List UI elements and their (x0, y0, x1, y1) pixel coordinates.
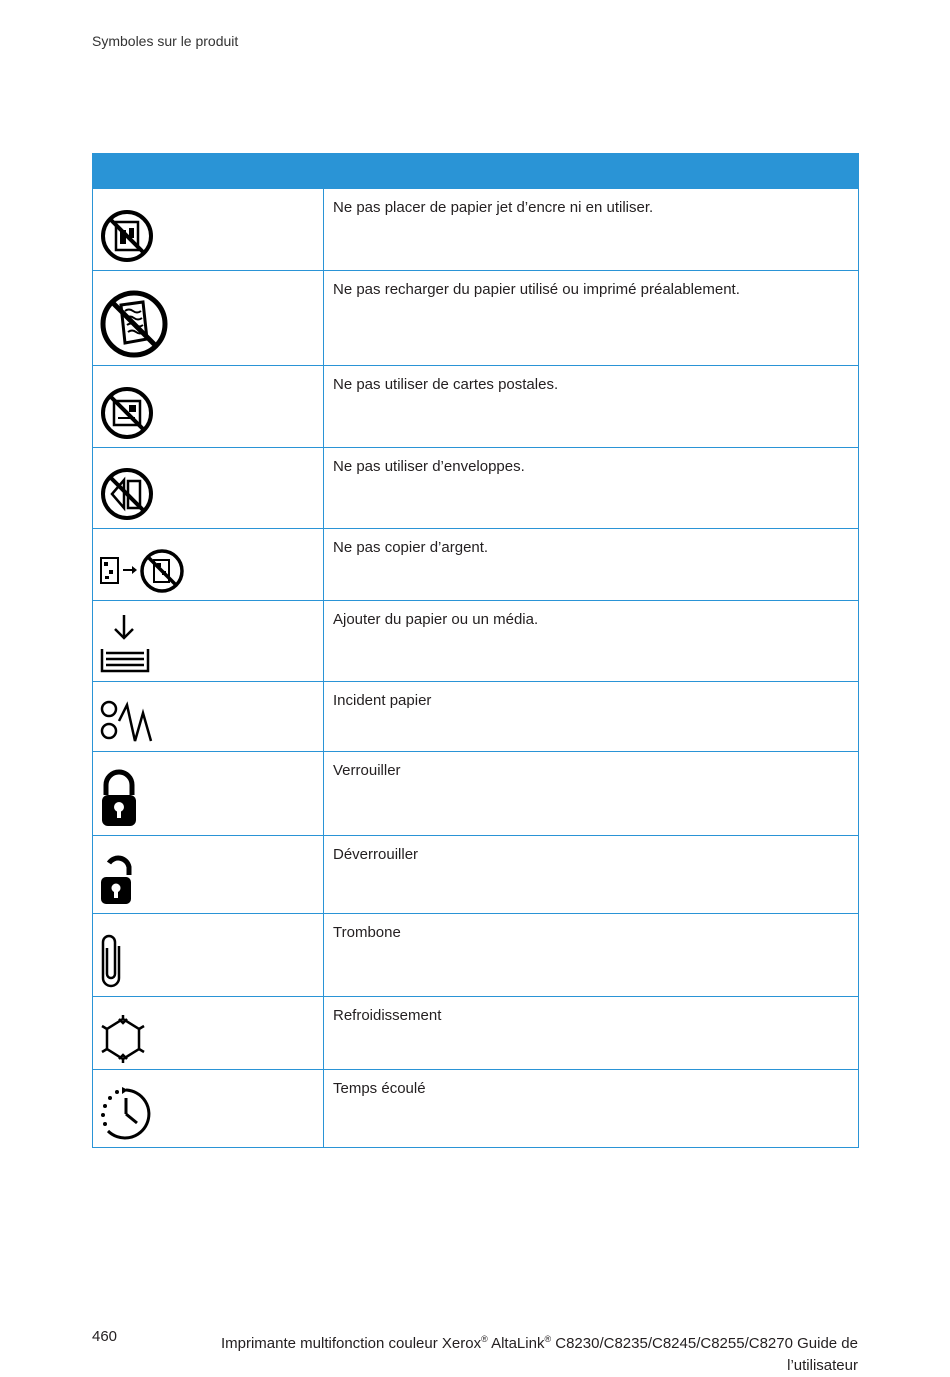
symbol-cell (93, 752, 324, 836)
table-row (93, 836, 859, 914)
table-row (93, 366, 859, 448)
cool-down-icon (99, 1015, 147, 1063)
no-reload-used-paper-icon (99, 289, 169, 359)
symbol-cell (93, 189, 324, 271)
footer-title-part2: AltaLink (487, 1335, 545, 1352)
description-cell: Ne pas placer de papier jet d’encre ni en utiliser. (324, 189, 859, 271)
symbol-cell (93, 601, 324, 682)
table-row (93, 997, 859, 1070)
table-row (93, 682, 859, 752)
description-cell: Ne pas utiliser de cartes postales. (324, 366, 859, 448)
unlock-icon (99, 853, 139, 907)
table-header-row (93, 154, 859, 189)
footer-document-title (158, 1328, 858, 1377)
description-cell: Temps écoulé (324, 1070, 859, 1148)
symbol-cell (93, 682, 324, 752)
description-cell: Ne pas recharger du papier utilisé ou imprimé préalablement. (324, 271, 859, 366)
no-postcards-icon (99, 385, 155, 441)
add-paper-icon (99, 613, 151, 675)
symbols-table (92, 153, 859, 1148)
no-inkjet-paper-icon (99, 208, 155, 264)
table-row (93, 271, 859, 366)
symbol-cell (93, 1070, 324, 1148)
description-cell: Ne pas utiliser d’enveloppes. (324, 448, 859, 529)
table-row (93, 914, 859, 997)
table-header-symbol (93, 154, 324, 189)
no-copy-money-icon (99, 548, 187, 594)
registered-mark: ® (481, 1334, 488, 1344)
registered-mark: ® (544, 1334, 552, 1344)
symbol-cell (93, 366, 324, 448)
running-header: Symboles sur le produit (92, 33, 239, 49)
table-row (93, 752, 859, 836)
table-row (93, 601, 859, 682)
description-cell: Refroidissement (324, 997, 859, 1070)
no-envelopes-icon (99, 466, 155, 522)
time-elapsed-icon (99, 1087, 153, 1141)
table-header-description (324, 154, 859, 189)
symbol-cell (93, 448, 324, 529)
lock-icon (99, 767, 139, 829)
description-cell: Trombone (324, 914, 859, 997)
paper-jam-icon (99, 699, 155, 745)
footer-title-part3: C8230/C8235/C8245/C8255/C8270 Guide de l’utilisateur (551, 1335, 858, 1374)
description-cell: Déverrouiller (324, 836, 859, 914)
symbol-cell (93, 836, 324, 914)
paper-clip-icon (99, 932, 127, 990)
symbol-cell (93, 529, 324, 601)
symbol-cell (93, 271, 324, 366)
description-cell: Ajouter du papier ou un média. (324, 601, 859, 682)
footer-title-part1: Imprimante multifonction couleur Xerox (220, 1335, 482, 1352)
table-row (93, 1070, 859, 1148)
symbol-cell (93, 997, 324, 1070)
table-row (93, 189, 859, 271)
page-number: 460 (92, 1328, 118, 1345)
table-row (93, 529, 859, 601)
description-cell: Incident papier (324, 682, 859, 752)
symbol-cell (93, 914, 324, 997)
description-cell: Verrouiller (324, 752, 859, 836)
table-row (93, 448, 859, 529)
description-cell: Ne pas copier d’argent. (324, 529, 859, 601)
